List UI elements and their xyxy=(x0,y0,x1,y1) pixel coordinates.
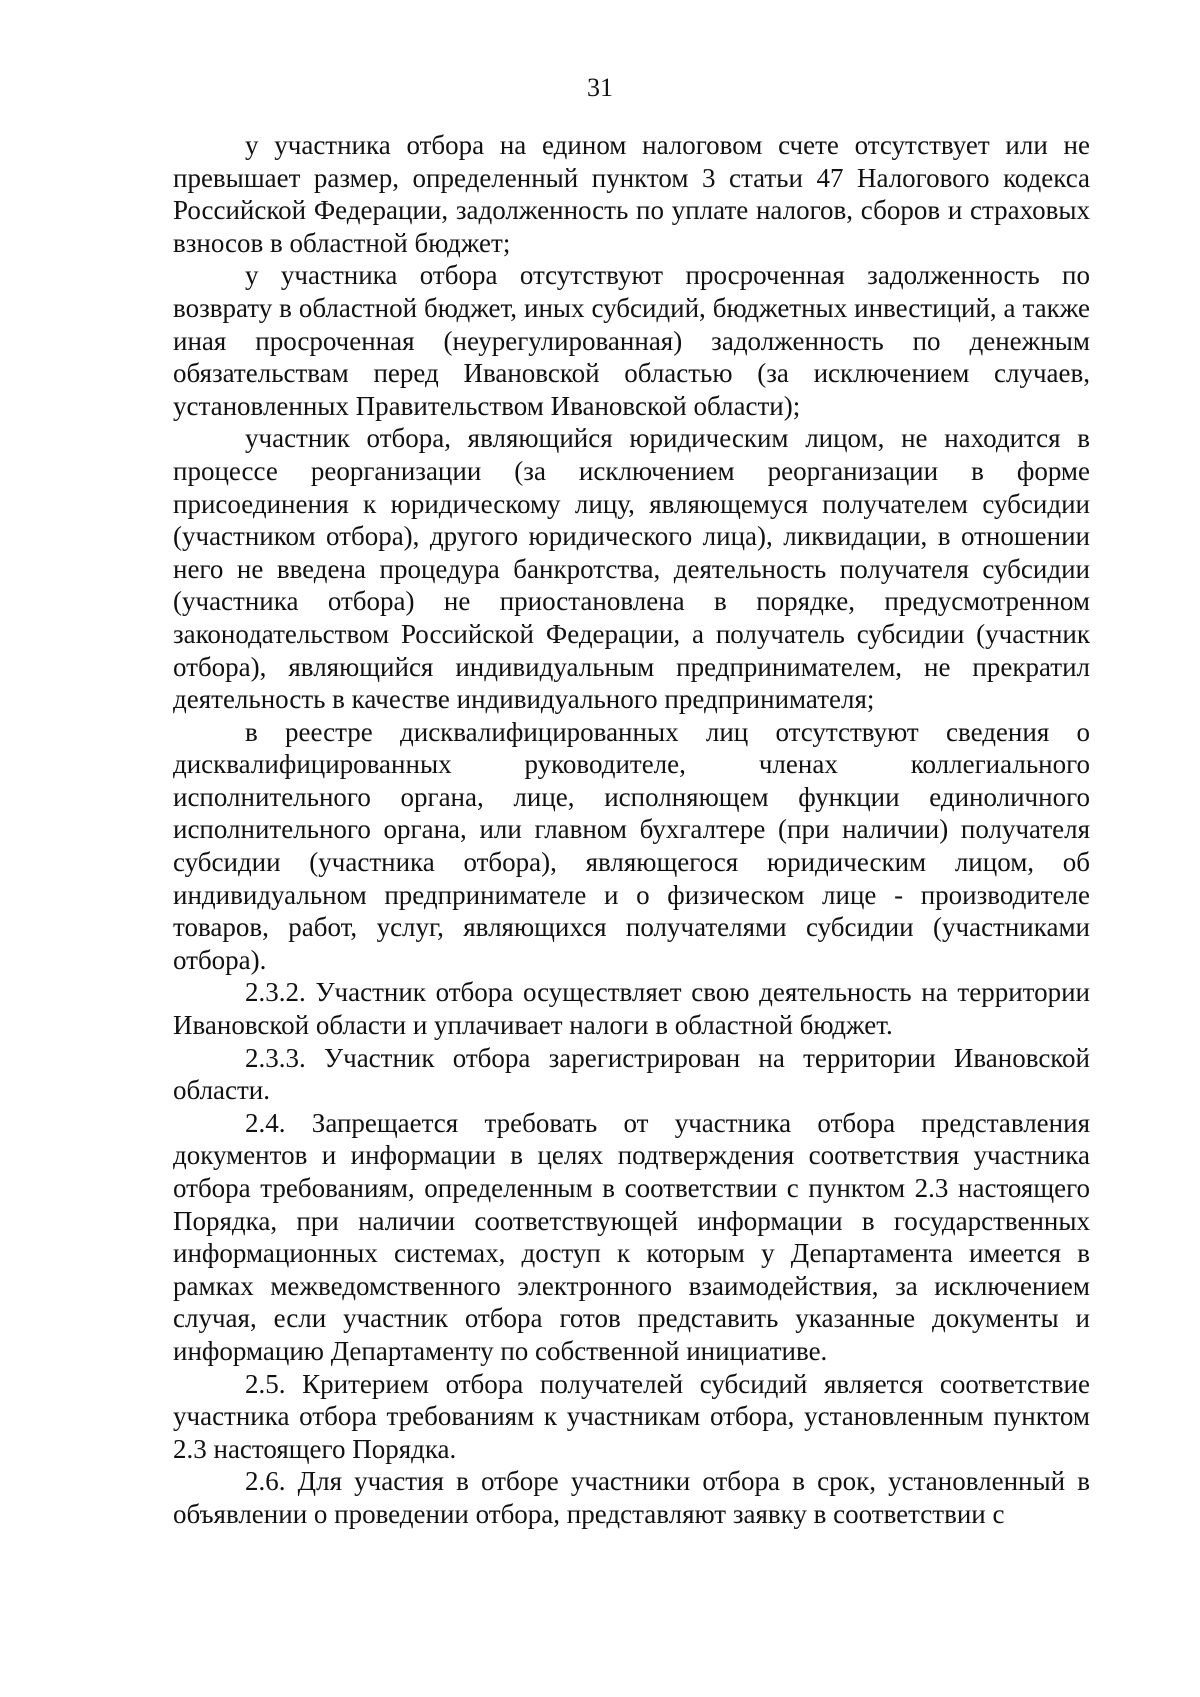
paragraph-2-3-2: 2.3.2. Участник отбора осуществляет свою деятельность на территории Ивановской области и уплачивает налоги в областной бюджет. xyxy=(173,977,1090,1041)
paragraph-reorganization: участник отбора, являющийся юридическим лицом, не находится в процессе реорганизации (за исключением реорганизации в форме присоединения к юридическому лицу, являющемуся получателем субсидии (участником отбора), другого юридического лица), ликвидации, в отношении него не введена процедура банкротства, деятельность получателя субсидии (участника отбора) не приостановлена в порядке, предусмотренном законодательством Российской Федерации, а получатель субсидии (участник отбора), являющийся индивидуальным предпринимателем, не прекратил деятельность в качестве индивидуального предпринимателя; xyxy=(173,423,1090,715)
paragraph-2-3-3: 2.3.3. Участник отбора зарегистрирован на территории Ивановской области. xyxy=(173,1042,1090,1106)
paragraph-tax-debt: у участника отбора на едином налоговом счете отсутствует или не превышает размер, определенный пунктом 3 статьи 47 Налогового кодекса Российской Федерации, задолженность по уплате налогов, сборов и страховых взносов в областной бюджет; xyxy=(173,130,1090,258)
paragraph-2-4: 2.4. Запрещается требовать от участника отбора представления документов и информации в целях подтверждения соответствия участника отбора требованиям, определенным в соответствии с пунктом 2.3 настоящего Порядка, при наличии соответствующей информации в государственных информационных системах, доступ к которым у Департамента имеется в рамках межведомственного электронного взаимодействия, за исключением случая, если участник отбора готов представить указанные документы и информацию Департаменту по собственной инициативе. xyxy=(173,1107,1090,1366)
paragraph-overdue-debt: у участника отбора отсутствуют просроченная задолженность по возврату в областной бюджет, иных субсидий, бюджетных инвестиций, а также иная просроченная (неурегулированная) задолженность по денежным обязательствам перед Ивановской областью (за исключением случаев, установленных Правительством Ивановской области); xyxy=(173,260,1090,421)
paragraph-2-5: 2.5. Критерием отбора получателей субсидий является соответствие участника отбора требованиям к участникам отбора, установленным пунктом 2.3 настоящего Порядка. xyxy=(173,1368,1090,1464)
paragraph-disqualified-registry: в реестре дисквалифицированных лиц отсутствуют сведения о дисквалифицированных руководителе, членах коллегиального исполнительного органа, лице, исполняющем функции единоличного исполнительного органа, или главном бухгалтере (при наличии) получателя субсидии (участника отбора), являющегося юридическим лицом, об индивидуальном предпринимателе и о физическом лице - производителе товаров, работ, услуг, являющихся получателями субсидии (участниками отбора). xyxy=(173,716,1090,975)
document-body xyxy=(173,129,1090,1531)
paragraph-2-6: 2.6. Для участия в отборе участники отбора в срок, установленный в объявлении о проведении отбора, представляют заявку в соответствии с xyxy=(173,1466,1090,1529)
page-number: 31 xyxy=(587,73,613,102)
